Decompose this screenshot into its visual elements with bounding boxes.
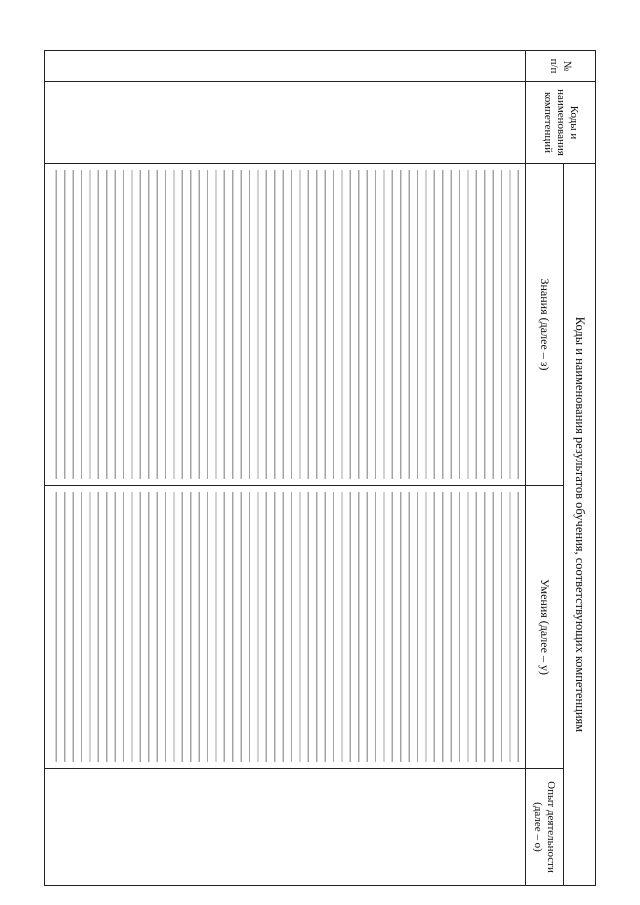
body-knowledge — [45, 163, 525, 485]
header-codes: Коды и наименования компетенций — [525, 81, 595, 163]
header-num: № п/п — [525, 51, 595, 81]
body-skills — [45, 485, 525, 768]
competencies-table — [44, 50, 596, 886]
header-knowledge: Знания (далее – з) — [525, 163, 563, 485]
skills-text-block — [51, 492, 519, 762]
header-experience: Опыт деятельности (далее – о) — [525, 768, 563, 885]
body-experience — [45, 768, 525, 885]
body-num — [45, 51, 525, 81]
knowledge-text-block — [51, 170, 519, 479]
body-codes — [45, 81, 525, 163]
header-results-span: Коды и наименования результатов обучения, соответствующих компетенциям — [563, 163, 595, 885]
header-skills: Умения (далее – у) — [525, 485, 563, 768]
